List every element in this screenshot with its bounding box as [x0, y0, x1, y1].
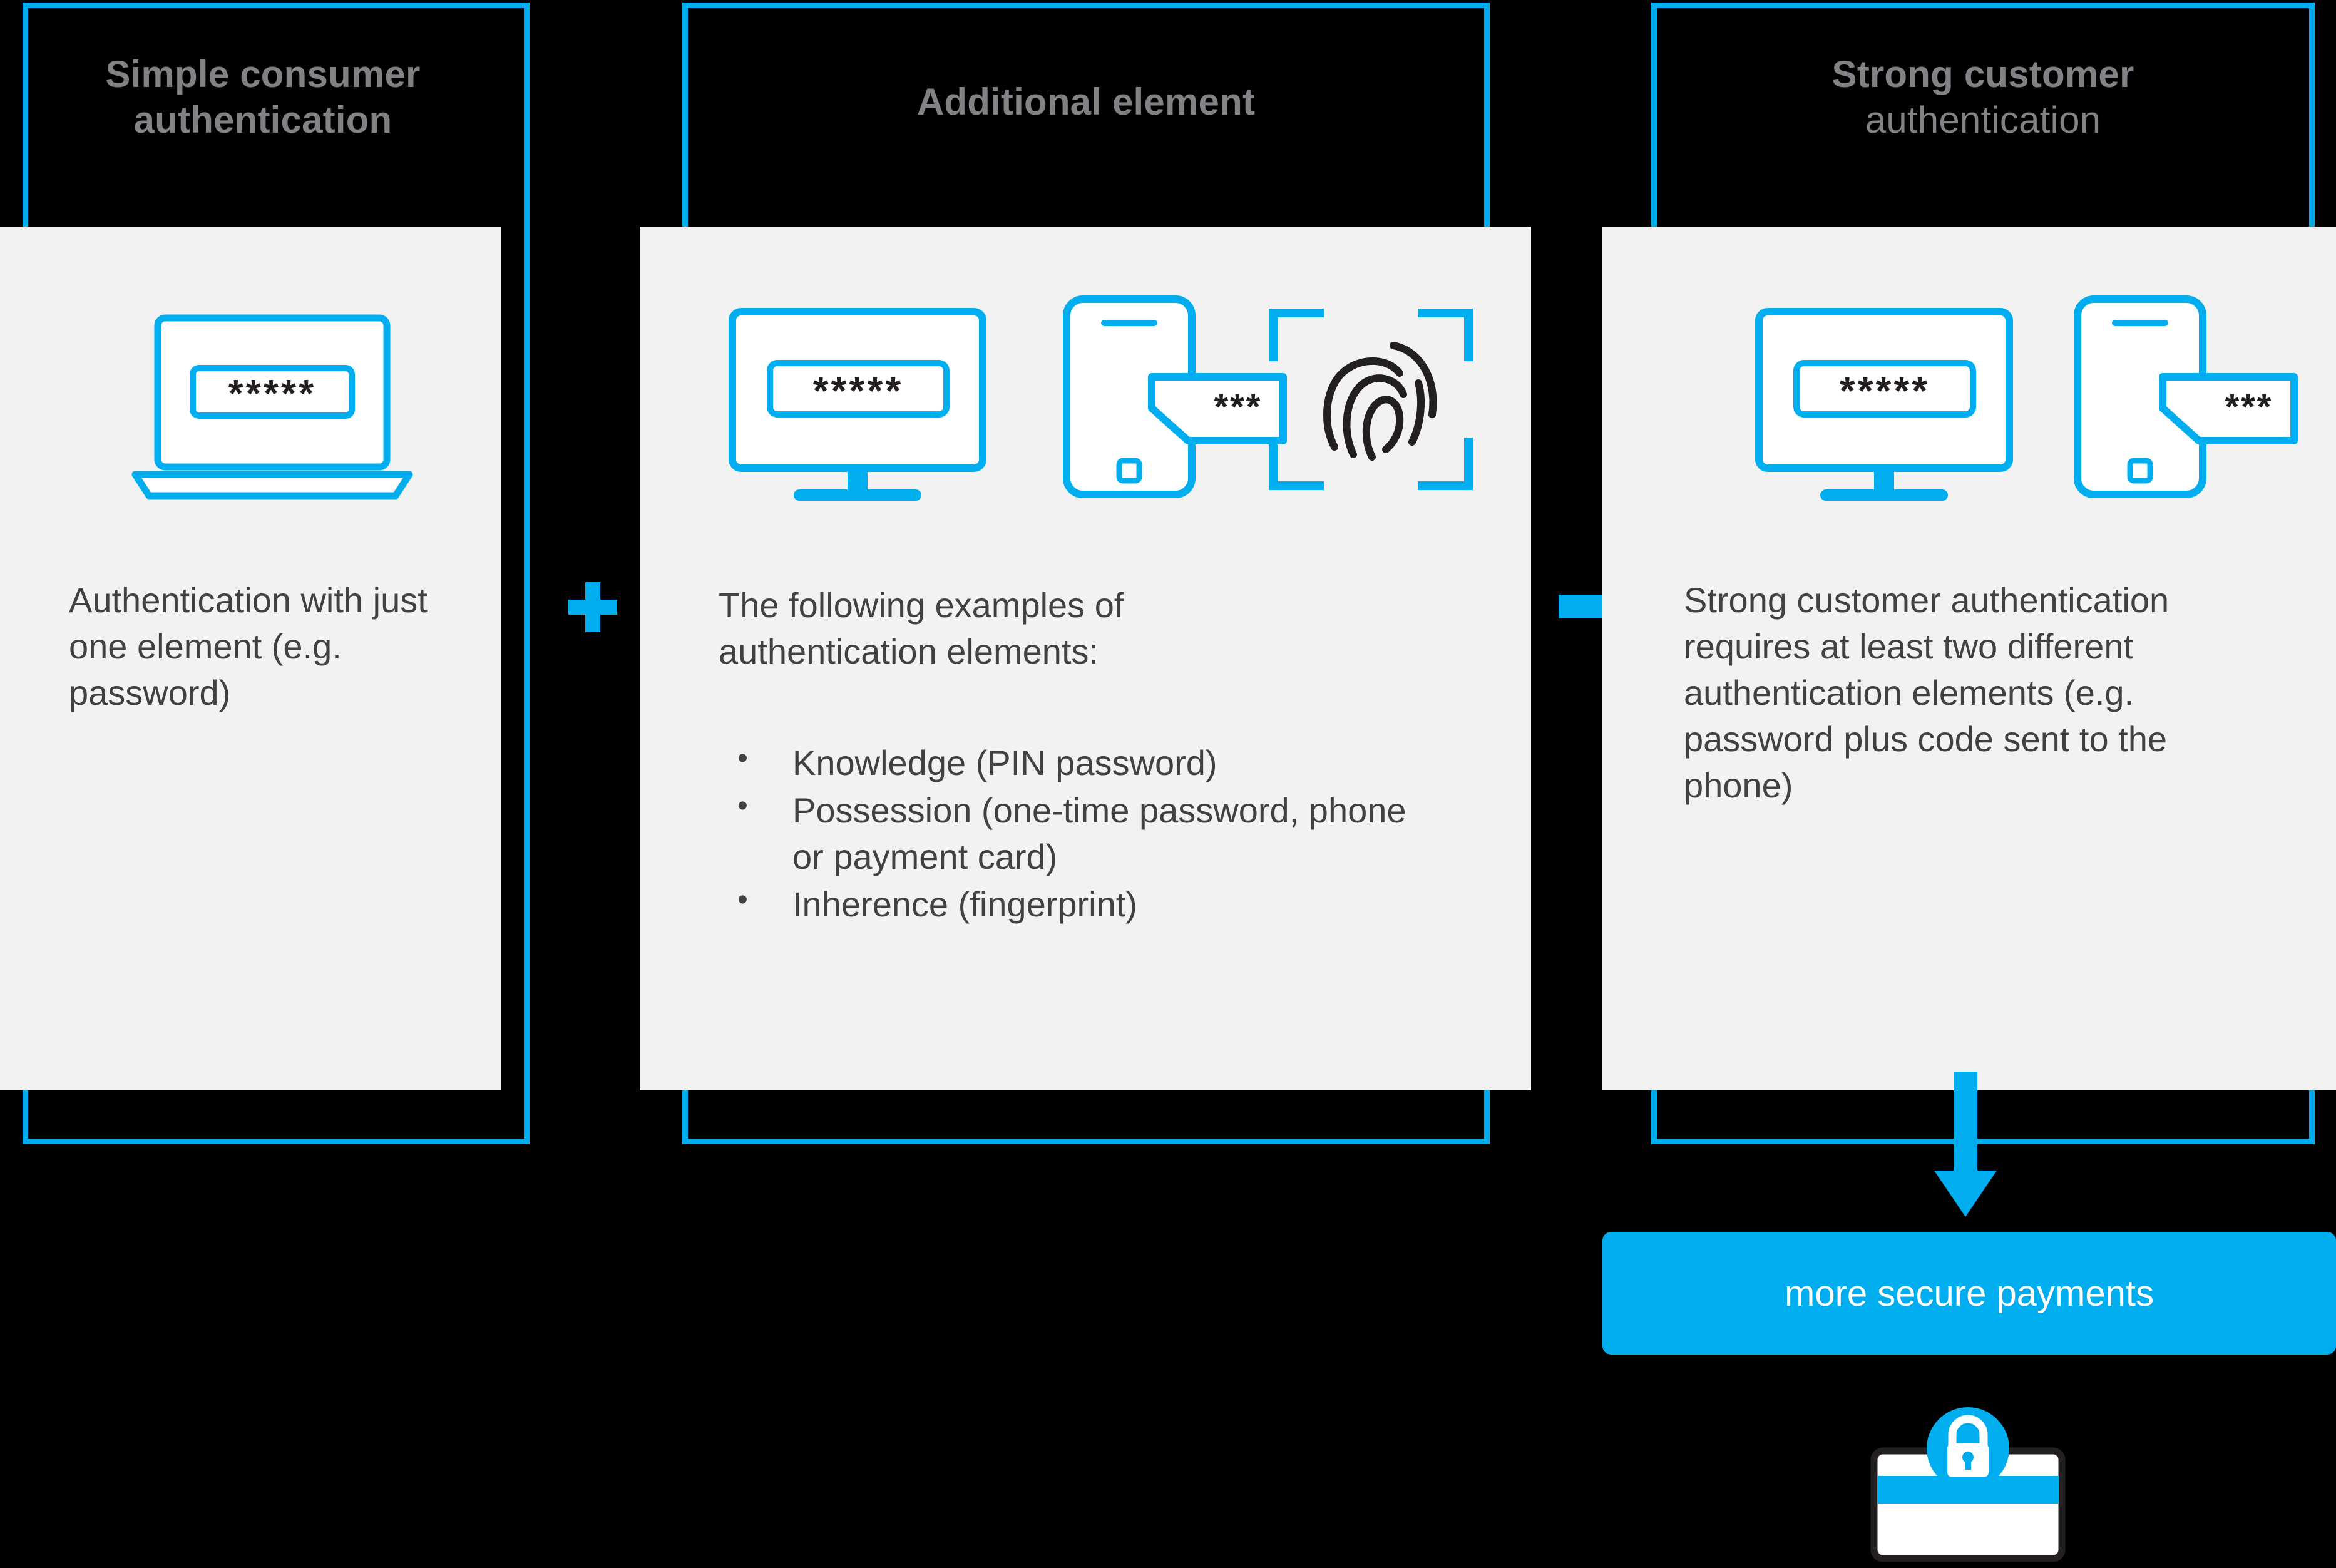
result-pill-label: more secure payments — [1785, 1273, 2154, 1314]
panel-title-strong-customer-authentication — [1657, 51, 2308, 143]
panel-text-strong-customer-authentication: Strong customer authentication requires at least two different authentication elements (e.g. password plus code sent to the phone) — [1684, 580, 2170, 805]
fingerprint-scan-icon — [1264, 299, 1477, 500]
panel-text-simple-consumer-authentication: Authentication with just one element (e.g. password) — [69, 580, 428, 712]
list-item: • Knowledge (PIN password) — [719, 740, 1438, 786]
plus-connector — [568, 582, 617, 632]
phone-otp-icon — [2069, 294, 2307, 501]
panel-title-line1: Additional element — [916, 81, 1256, 123]
svg-text:*****: ***** — [1839, 368, 1930, 413]
panel-text-additional-element: The following examples of authentication elements: — [719, 585, 1124, 671]
secure-card-lock-icon — [1865, 1402, 2072, 1565]
laptop-password-icon — [125, 313, 419, 501]
monitor-password-icon — [726, 307, 989, 507]
panel-title-line2: authentication — [133, 99, 392, 141]
panel-title-line1: Simple consumer — [105, 53, 421, 95]
authentication-elements-bullet-list — [719, 740, 1438, 929]
svg-text:*****: ***** — [228, 372, 317, 416]
svg-text:***: *** — [2225, 387, 2273, 428]
list-item: • Inherence (fingerprint) — [719, 881, 1438, 928]
monitor-password-icon — [1753, 307, 2016, 507]
svg-text:***: *** — [1214, 387, 1263, 428]
result-pill-more-secure-payments — [1602, 1232, 2336, 1355]
list-item: • Possession (one-time password, phone or payment card) — [719, 787, 1438, 880]
panel-title-additional-element — [695, 79, 1477, 125]
arrow-down-icon — [1928, 1072, 2003, 1222]
svg-text:*****: ***** — [812, 368, 904, 413]
phone-otp-icon — [1058, 294, 1296, 501]
panel-title-line1: Strong customer — [1831, 53, 2134, 95]
panel-title-line2: authentication — [1865, 99, 2101, 141]
panel-title-simple-consumer-authentication — [25, 51, 501, 143]
plus-bar-vertical — [585, 582, 600, 632]
